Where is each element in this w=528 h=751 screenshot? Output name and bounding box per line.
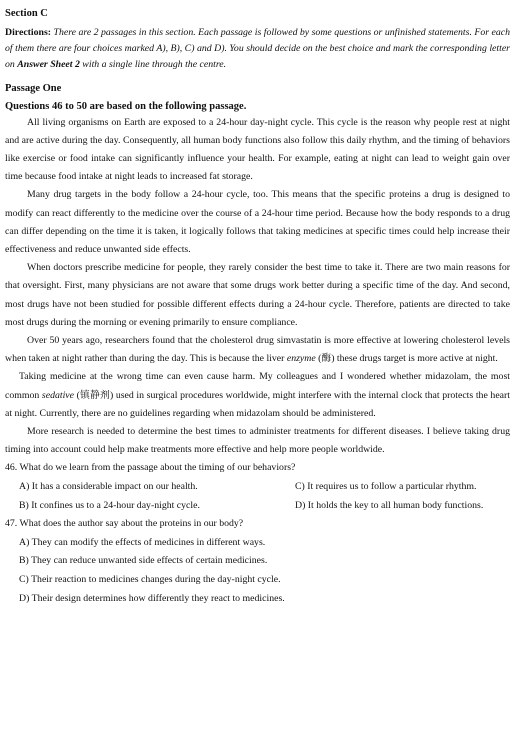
q47-option-a[interactable]: A) They can modify the effects of medicines in different ways. — [19, 536, 266, 548]
q47-option-d[interactable]: D) Their design determines how differently they react to medicines. — [19, 592, 285, 604]
question-46-stem: 46. What do we learn from the passage about the timing of our behaviors? — [5, 462, 296, 474]
term-enzyme-cn: (酶) — [315, 353, 335, 365]
q46-option-d[interactable]: D) It holds the key to all human body functions. — [295, 499, 484, 511]
passage-title: Passage One — [5, 82, 62, 94]
directions — [5, 25, 510, 74]
term-sedative: sedative — [41, 389, 75, 401]
paragraph-2: Many drug targets in the body follow a 24-hour cycle, too. This means that the specific proteins a drug is designed to modify can react differently to the medicine over the course of a 24-hour time period. Because how the body responds to a drug can differ depending on the time it is taken, it logically follows that taking medicines at specific times could help increase their effectiveness and reduce unwanted side effects. — [5, 189, 510, 256]
q47-option-c[interactable]: C) Their reaction to medicines changes during the day-night cycle. — [19, 574, 281, 586]
paragraph-5 — [5, 368, 510, 423]
paragraph-5-text-a: Taking medicine at the wrong time can even cause harm. My colleagues and I wondered whether midazolam, the most common — [5, 371, 510, 401]
term-enzyme: enzyme — [286, 353, 316, 365]
paragraph-4-text-a: Over 50 years ago, researchers found that the cholesterol drug simvastatin is more effective at lowering cholesterol levels when taken at night rather than during the day. This is because the liver — [5, 335, 510, 365]
term-sedative-cn: (镇静剂) — [74, 389, 114, 401]
q46-option-c[interactable]: C) It requires us to follow a particular rhythm. — [295, 481, 477, 493]
answer-sheet-ref: Answer Sheet 2 — [17, 59, 80, 71]
paragraph-5-text-b: used in surgical procedures worldwide, might interfere with the internal clock that protects the heart at night. Currently, there are no guidelines regarding when midazolam should be administered. — [5, 389, 510, 419]
paragraph-4-text-b: these drugs target is more active at night. — [334, 353, 498, 365]
question-46-options — [5, 478, 510, 515]
q46-option-a[interactable]: A) It has a considerable impact on our health. — [19, 481, 198, 493]
directions-text-a: There are 2 passages in this section. Each passage is followed by some questions or unfinished statements. For each of them there are four choices marked A), B), C) and D). You should decide on the best choice and mark the corresponding letter on — [5, 27, 510, 71]
question-47-stem: 47. What does the author say about the proteins in our body? — [5, 518, 244, 530]
directions-text-b: with a single line through the centre. — [79, 59, 227, 71]
paragraph-1: All living organisms on Earth are exposed to a 24-hour day-night cycle. This cycle is the reason why people rest at night and are active during the day. Consequently, all human body functions also follow this daily rhythm, and the timing of behaviors like exercise or food intake can significantly influence your health. For example, eating at night can lead to weight gain over time because food intake at night leads to increased fat storage. — [5, 116, 510, 183]
section-title: Section C — [5, 8, 48, 19]
q47-option-b[interactable]: B) They can reduce unwanted side effects of certain medicines. — [19, 555, 268, 567]
passage-instruction: Questions 46 to 50 are based on the following passage. — [5, 100, 247, 112]
paragraph-4 — [5, 332, 510, 368]
q46-option-b[interactable]: B) It confines us to a 24-hour day-night cycle. — [19, 499, 200, 511]
directions-label: Directions: — [5, 27, 52, 38]
paragraph-3: When doctors prescribe medicine for people, they rarely consider the best time to take it. There are two main reasons for that oversight. First, many physicians are not aware that some drugs work better during a specific time of the day. And second, most drugs have not been studied for possible different effects during a 24-hour cycle. Therefore, patients are directed to take most drugs during the morning or evening primarily to ensure compliance. — [5, 262, 510, 328]
paragraph-6: More research is needed to determine the best times to administer treatments for different diseases. I believe taking drug timing into account could help make treatments more effective and help more people worldwide. — [5, 426, 510, 456]
